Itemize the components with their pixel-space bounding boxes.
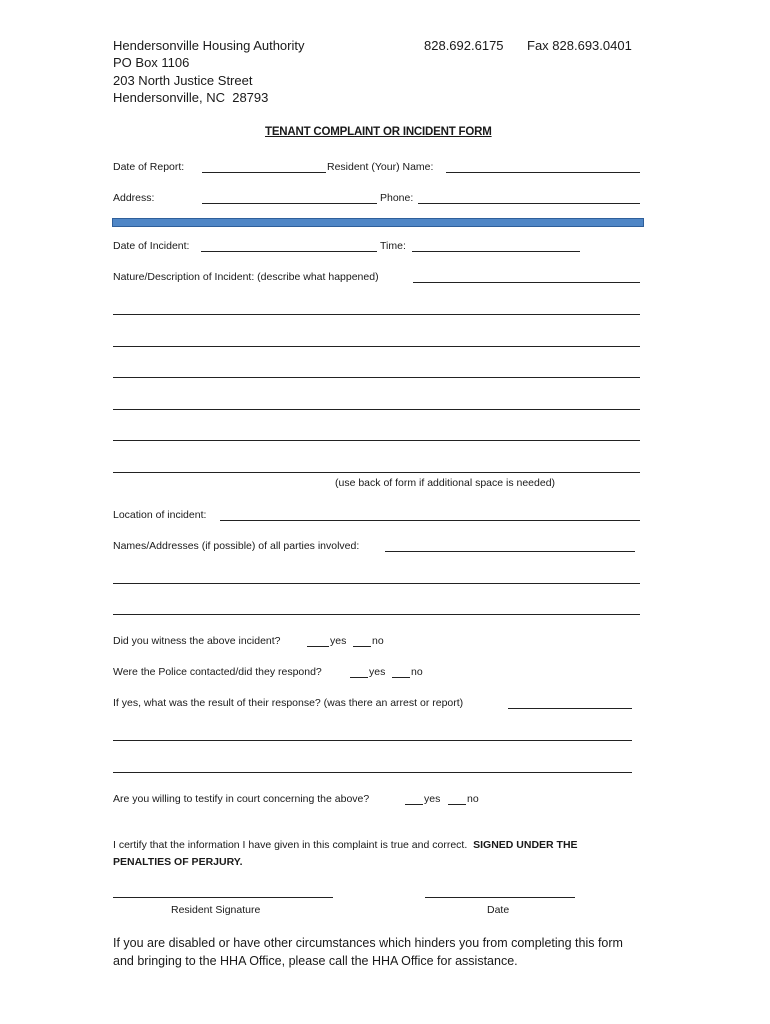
resident-signature-line[interactable]	[113, 897, 333, 898]
testify-question: Are you willing to testify in court concerning the above?	[113, 793, 370, 805]
city-state-zip: Hendersonville, NC 28793	[113, 90, 269, 105]
description-line[interactable]	[113, 314, 640, 315]
address-label: Address:	[113, 192, 155, 204]
witness-yes-label: yes	[330, 635, 347, 647]
back-of-form-note: (use back of form if additional space is needed)	[335, 477, 556, 489]
police-no-blank[interactable]	[392, 677, 410, 678]
nature-field[interactable]	[413, 282, 640, 283]
description-line[interactable]	[113, 472, 640, 473]
date-of-report-label: Date of Report:	[113, 161, 185, 173]
result-line[interactable]	[113, 740, 632, 741]
police-question: Were the Police contacted/did they respond?	[113, 666, 322, 678]
description-line[interactable]	[113, 440, 640, 441]
police-yes-blank[interactable]	[350, 677, 368, 678]
testify-no-blank[interactable]	[448, 804, 466, 805]
time-field[interactable]	[412, 251, 580, 252]
date-signature-line[interactable]	[425, 897, 575, 898]
date-of-incident-field[interactable]	[201, 251, 377, 252]
phone-field[interactable]	[418, 203, 640, 204]
result-field[interactable]	[508, 708, 632, 709]
testify-no-label: no	[467, 793, 479, 805]
date-of-incident-label: Date of Incident:	[113, 240, 190, 252]
police-yes-label: yes	[369, 666, 386, 678]
testify-yes-blank[interactable]	[405, 804, 423, 805]
description-line[interactable]	[113, 346, 640, 347]
date-label: Date	[487, 904, 510, 916]
certify-bold-1: SIGNED UNDER THE	[473, 839, 578, 851]
street-address: 203 North Justice Street	[113, 73, 253, 88]
assistance-note-line-1: If you are disabled or have other circumstances which hinders you from completing this form	[113, 936, 623, 950]
form-title: TENANT COMPLAINT OR INCIDENT FORM	[265, 126, 492, 138]
resident-signature-label: Resident Signature	[171, 904, 261, 916]
police-no-label: no	[411, 666, 423, 678]
section-divider	[112, 218, 644, 227]
time-label: Time:	[380, 240, 406, 252]
description-line[interactable]	[113, 377, 640, 378]
certify-bold-2: PENALTIES OF PERJURY.	[113, 856, 243, 868]
phone-label: Phone:	[380, 192, 414, 204]
location-label: Location of incident:	[113, 509, 207, 521]
testify-yes-label: yes	[424, 793, 441, 805]
parties-field[interactable]	[385, 551, 635, 552]
certify-statement	[113, 839, 578, 851]
parties-label: Names/Addresses (if possible) of all parties involved:	[113, 540, 360, 552]
assistance-note-line-2: and bringing to the HHA Office, please call the HHA Office for assistance.	[113, 954, 518, 968]
phone-number: 828.692.6175	[424, 38, 504, 53]
result-line[interactable]	[113, 772, 632, 773]
description-line[interactable]	[113, 409, 640, 410]
nature-label: Nature/Description of Incident: (describe what happened)	[113, 271, 379, 283]
witness-no-label: no	[372, 635, 384, 647]
po-box: PO Box 1106	[113, 55, 190, 70]
org-name: Hendersonville Housing Authority	[113, 38, 305, 53]
parties-line[interactable]	[113, 583, 640, 584]
witness-no-blank[interactable]	[353, 646, 371, 647]
date-of-report-field[interactable]	[202, 172, 326, 173]
witness-question: Did you witness the above incident?	[113, 635, 281, 647]
location-field[interactable]	[220, 520, 640, 521]
resident-name-field[interactable]	[446, 172, 640, 173]
certify-text: I certify that the information I have given in this complaint is true and correct.	[113, 839, 468, 851]
parties-line[interactable]	[113, 614, 640, 615]
result-question: If yes, what was the result of their response? (was there an arrest or report)	[113, 697, 464, 709]
resident-name-label: Resident (Your) Name:	[327, 161, 434, 173]
witness-yes-blank[interactable]	[307, 646, 329, 647]
address-field[interactable]	[202, 203, 377, 204]
fax-number: Fax 828.693.0401	[527, 38, 632, 53]
